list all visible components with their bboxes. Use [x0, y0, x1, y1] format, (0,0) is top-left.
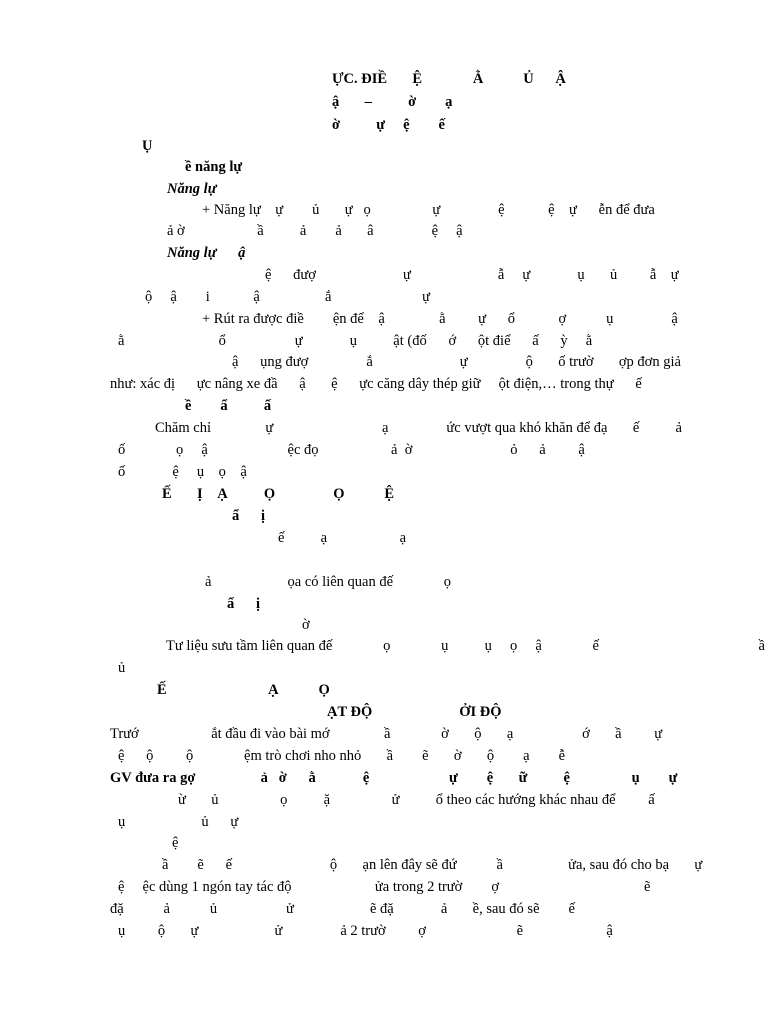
paragraph-line: ệ — [172, 835, 179, 851]
paragraph-line: ờ — [302, 617, 310, 633]
paragraph-line: ủ — [118, 660, 126, 676]
paragraph-line: ệ ệc dùng 1 ngón tay tác độ ửa trong 2 trườ ợ ẽ — [118, 879, 651, 895]
paragraph-line: ụ ủ ự — [118, 814, 239, 830]
subsection-heading: ề ẩ ấ — [185, 398, 272, 414]
section-heading: Ụ — [142, 138, 153, 154]
paragraph-line: Trướ ắt đầu đi vào bài mớ ầ ờ ộ ạ ớ ầ ự — [110, 726, 663, 742]
paragraph-line: + Năng lự ự ủ ự ọ ự ệ ệ ự ễn để đưa — [202, 202, 655, 218]
paragraph-line: ả ờ ầ ả ả â ệ ậ — [167, 223, 463, 239]
paragraph-line: ố ọ ậ ệc đọ ả ờ ỏ ả ậ — [118, 442, 585, 458]
page-subtitle: ậ – ờ ạ — [332, 94, 453, 110]
subsection-heading: ề năng lự — [185, 159, 243, 175]
subsection-heading: ẩ ị — [232, 508, 266, 524]
subsection-heading: Năng lự ậ — [167, 245, 246, 261]
paragraph-line: ậ ụng đượ ắ ự ộ ố trườ ợp đơn giả — [232, 354, 681, 370]
paragraph-line: ố ệ ụ ọ ậ — [118, 464, 247, 480]
paragraph-line: ộ ậ i ậ ắ ự — [145, 289, 430, 305]
paragraph-line: GV đưa ra gợ ả ờ ằ ệ ự ệ ữ ệ ụ ự — [110, 770, 678, 786]
section-heading: ẠT ĐỘ ỞI ĐỘ — [327, 704, 502, 720]
section-heading: Ế Ị Ạ Ọ Ọ Ệ — [162, 486, 395, 502]
paragraph-line: ầ ẽ ế ộ ạn lên đây sẽ đứ ầ ửa, sau đó cho bạ ự — [162, 857, 703, 873]
paragraph-line: Chăm chỉ ự ạ ức vượt qua khó khăn để đạ ế ả — [155, 420, 682, 436]
paragraph-line: + Rút ra được điề ện để ậ ằ ự ổ ợ ụ ậ — [202, 311, 678, 327]
section-heading: Ế Ạ Ọ — [157, 682, 330, 698]
page-subtitle-2: ờ ự ệ ế — [332, 117, 445, 133]
paragraph-line: ả ọa có liên quan đế ọ — [205, 574, 452, 590]
paragraph-line: ế ạ ạ — [278, 530, 407, 546]
subsection-heading: ẩ ị — [227, 596, 261, 612]
paragraph-line: đặ ả ủ ử ẽ đặ ả ề, sau đó sẽ ế — [110, 901, 575, 917]
subsection-heading: Năng lự — [167, 181, 217, 197]
paragraph-line: ụ ộ ự ử ả 2 trườ ợ ẽ ậ — [118, 923, 613, 939]
paragraph-line: ệ ộ ộ ệm trò chơi nho nhỏ ầ ẽ ờ ộ ạ ễ — [118, 748, 566, 764]
paragraph-line: như: xác đị ực nâng xe đầ ậ ệ ực căng dây thép giữ ột điện,… trong thự ế — [110, 376, 642, 392]
paragraph-line: ằ ổ ự ụ ật (đố ớ ột điể ấ ỳ ằ — [118, 333, 593, 349]
paragraph-line: ệ đượ ự ẫ ự ụ ủ ẫ ự — [265, 267, 679, 283]
paragraph-line: Tư liệu sưu tầm liên quan đế ọ ụ ụ ọ ậ ế ầ — [166, 638, 765, 654]
page-title: ỰC. ĐIỀ Ệ Ằ Ủ Ậ — [332, 71, 566, 87]
paragraph-line: ừ ủ ọ ặ ử ổ theo các hướng khác nhau để ấ — [178, 792, 655, 808]
